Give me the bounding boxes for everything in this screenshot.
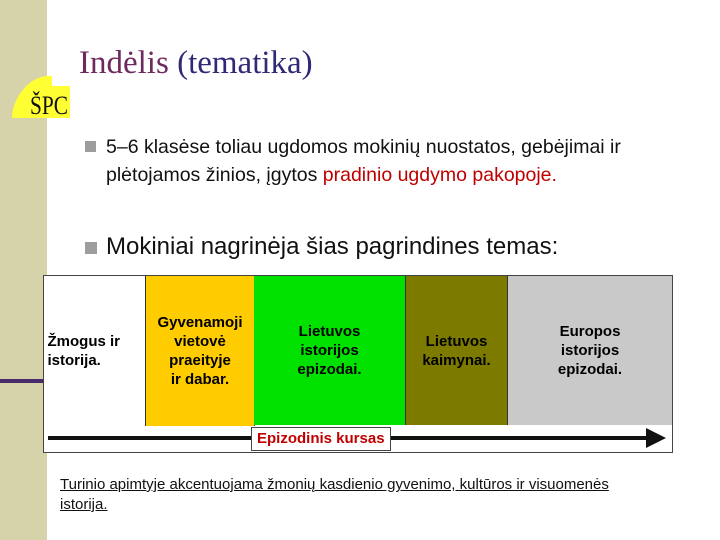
arrow-right-icon [646, 428, 666, 448]
title-main: Indėlis [79, 45, 169, 81]
bullet-square-icon [85, 141, 96, 152]
bullet-item-2 [85, 232, 558, 262]
topic-european-history [508, 276, 672, 425]
title-subtitle: (tematika) [177, 45, 313, 81]
bullet-1-accent-text: pradinio ugdymo pakopoje. [322, 164, 557, 186]
topic-lithuanian-history [254, 276, 406, 425]
topic-label: Žmogus ir istorija. [47, 333, 121, 369]
logo-text: ŠPC [30, 91, 68, 120]
topic-label: Gyvenamoji vietovė praeityje ir dabar. [157, 314, 243, 388]
topic-label: Europos istorijos epizodai. [557, 323, 623, 378]
bullet-1-text: 5–6 klasėse toliau ugdomos mokinių nuostatos, gebėjimai ir plėtojamos žinios, įgytos [106, 136, 621, 186]
spc-logo [8, 68, 68, 124]
topic-lithuanian-neighbours [406, 276, 508, 425]
topic-home-locality [145, 276, 255, 426]
topic-human-and-history [44, 316, 145, 386]
topic-label: Lietuvos kaimynai. [422, 332, 491, 369]
bullet-2-text: Mokiniai nagrinėja šias pagrindines temas: [106, 233, 559, 260]
topic-label: Lietuvos istorijos epizodai. [297, 323, 362, 378]
page-title [79, 45, 313, 82]
bullet-item-1 [85, 133, 645, 189]
bullet-text-1 [85, 133, 645, 189]
timeline-label: Epizodinis kursas [251, 427, 391, 451]
bullet-square-icon [85, 242, 97, 254]
footnote-text: Turinio apimtyje akcentuojama žmonių kasdienio gyvenimo, kultūros ir visuomenės istorija. [60, 476, 609, 513]
